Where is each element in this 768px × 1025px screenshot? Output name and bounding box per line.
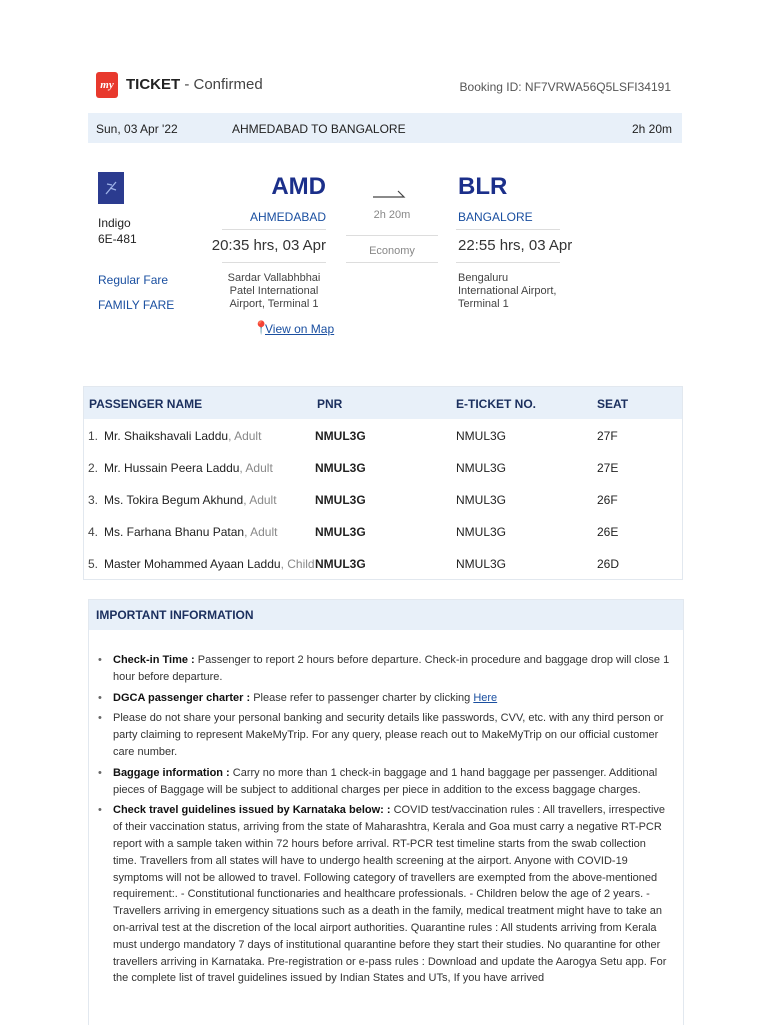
- pnr-value: NMUL3G: [315, 429, 366, 443]
- information-item: [96, 765, 671, 799]
- passenger-type: , Adult: [239, 461, 273, 475]
- journey-date: Sun, 03 Apr '22: [96, 122, 178, 136]
- ticket-title: [126, 76, 263, 93]
- information-item: [96, 690, 671, 707]
- pnr-value: NMUL3G: [315, 557, 366, 571]
- row-number: 3.: [88, 493, 99, 507]
- passenger-full-name: Mr. Shaikshavali Laddu: [104, 429, 229, 443]
- journey-bar: [88, 113, 682, 143]
- flight-arrow-icon: [372, 185, 406, 199]
- column-header: PASSENGER NAME: [89, 397, 203, 411]
- passenger-table: [83, 386, 683, 580]
- pnr-value: NMUL3G: [315, 461, 366, 475]
- table-row: [84, 451, 682, 483]
- passenger-name: [104, 493, 277, 507]
- eticket-value: NMUL3G: [456, 493, 507, 507]
- row-number: 2.: [88, 461, 99, 475]
- information-text: Please refer to passenger charter by clicking: [250, 691, 474, 704]
- column-header: PNR: [317, 397, 343, 411]
- seat-value: 27F: [597, 429, 618, 443]
- view-on-map-link[interactable]: View on Map: [265, 322, 335, 336]
- information-text: COVID test/vaccination rules : All travellers, irrespective of their vaccination status, arriving from the state of Maharashtra, Kerala and Goa must carry a negative RT-PCR report with a sample taken within 72 hours before arrival. RT-PCR test timeline starts from the swab collection time. Travellers from all states will have to undergo health screening at the airport. Anyone with COVID-19 symptoms will not be allowed to travel. Following category of travellers are exempted from the above-mentioned requirement:. - Constitutional functionaries and healthcare professionals. - Children below the age of 2 years. - Travellers arriving in emergency situations such as a death in the family, medical treatment might have to take an on-arrival test at the discretion of the local airport authorities. Quarantine rules : All students arriving from Kerala must undergo mandatory 7 days of institutional quarantine before they start their studies. No quarantine for other travellers arriving in Karnataka. Pre-registration or e-pass rules : Download and update the Aarogya Setu app. For the complete list of travel guidelines issued by Indian States and UTs, If you have arrived: [113, 804, 667, 985]
- important-information-title: IMPORTANT INFORMATION: [96, 608, 254, 622]
- origin-time: 20:35 hrs, 03 Apr: [211, 237, 326, 254]
- origin-divider: [222, 229, 326, 230]
- destination-airport-line: Terminal 1: [458, 298, 509, 310]
- information-text: Carry no more than 1 check-in baggage and 1 hand baggage per passenger. Additional pieces of Baggage will be subject to additional charges per piece in addition to the excess baggage charges.: [113, 766, 658, 796]
- passenger-type: , Adult: [228, 429, 262, 443]
- flight-number: 6E-481: [98, 232, 137, 246]
- booking-id: Booking ID: NF7VRWA56Q5LSFI34191: [459, 80, 671, 94]
- information-label: DGCA passenger charter :: [113, 691, 251, 704]
- origin-airport-line: Airport, Terminal 1: [229, 298, 319, 310]
- eticket-value: NMUL3G: [456, 525, 507, 539]
- passenger-type: , Child: [280, 557, 315, 571]
- origin-code: AMD: [271, 173, 326, 200]
- fare-name: FAMILY FARE: [98, 298, 175, 312]
- passenger-table-header: [84, 387, 682, 419]
- information-label: Baggage information :: [113, 766, 230, 779]
- origin-airport-line: Patel International: [229, 285, 319, 297]
- information-text: Passenger to report 2 hours before departure. Check-in procedure and baggage drop will close 1 hour before departure.: [113, 654, 670, 683]
- destination-airport-line: International Airport,: [458, 285, 557, 297]
- destination-divider: [456, 229, 560, 230]
- seat-value: 26E: [597, 525, 619, 539]
- origin-city: AHMEDABAD: [249, 210, 326, 224]
- destination-airport-line: Bengaluru: [458, 272, 509, 284]
- column-header: SEAT: [597, 397, 629, 411]
- origin-airport-line: Sardar Vallabhbhai: [227, 272, 321, 284]
- destination-city: BANGALORE: [458, 210, 533, 224]
- pnr-value: NMUL3G: [315, 493, 366, 507]
- eticket-value: NMUL3G: [456, 461, 507, 475]
- passenger-type: , Adult: [243, 493, 277, 507]
- seat-value: 26D: [597, 557, 620, 571]
- origin-airport: [222, 272, 326, 311]
- journey-route: AHMEDABAD TO BANGALORE: [232, 122, 406, 136]
- passenger-name: [104, 525, 277, 539]
- information-label: Check travel guidelines issued by Karnataka below: :: [113, 804, 391, 817]
- airline-name: Indigo: [98, 216, 131, 230]
- passenger-full-name: Ms. Tokira Begum Akhund: [104, 493, 244, 507]
- pnr-value: NMUL3G: [315, 525, 366, 539]
- passenger-name: [104, 557, 315, 571]
- passenger-full-name: Master Mohammed Ayaan Laddu: [104, 557, 281, 571]
- information-item: [96, 802, 671, 987]
- passenger-full-name: Ms. Farhana Bhanu Patan: [104, 525, 245, 539]
- row-number: 1.: [88, 429, 99, 443]
- information-list: [96, 652, 671, 991]
- origin-divider-2: [222, 262, 326, 263]
- seat-value: 26F: [597, 493, 618, 507]
- passenger-type: , Adult: [244, 525, 278, 539]
- makemytrip-logo: my: [96, 72, 118, 98]
- passenger-name: [104, 429, 261, 443]
- flight-duration: 2h 20m: [373, 209, 411, 221]
- destination-airport: [458, 272, 568, 311]
- cabin-class: Economy: [369, 245, 415, 257]
- information-label: Check-in Time :: [113, 654, 195, 666]
- airline-logo-icon: [98, 172, 124, 204]
- passenger-name: [104, 461, 273, 475]
- information-item: [96, 652, 671, 686]
- ticket-status: - Confirmed: [180, 76, 263, 93]
- middle-divider: [346, 235, 438, 236]
- important-information-header: [89, 600, 683, 630]
- destination-time: 22:55 hrs, 03 Apr: [458, 237, 573, 254]
- column-header: E-TICKET NO.: [456, 397, 536, 411]
- table-row: [84, 419, 682, 451]
- fare-type: Regular Fare: [98, 273, 169, 287]
- destination-code: BLR: [458, 173, 508, 200]
- journey-duration: 2h 20m: [631, 122, 672, 136]
- passenger-charter-link[interactable]: Here: [473, 691, 498, 704]
- eticket-value: NMUL3G: [456, 557, 507, 571]
- seat-value: 27E: [597, 461, 619, 475]
- table-row: [84, 483, 682, 515]
- map-pin-icon: 📍: [253, 320, 270, 335]
- information-text: Please do not share your personal banking and security details like passwords, CVV, etc. with any third person or party claiming to represent MakeMyTrip. For any query, please reach out to MakeMyTrip on our official customer care number.: [113, 712, 664, 758]
- important-information-section: [88, 599, 684, 1025]
- middle-divider-2: [346, 262, 438, 263]
- table-row: [84, 515, 682, 547]
- destination-divider-2: [456, 262, 560, 263]
- information-item: [96, 710, 671, 760]
- passenger-full-name: Mr. Hussain Peera Laddu: [104, 461, 240, 475]
- ticket-label: TICKET: [126, 76, 181, 93]
- eticket-value: NMUL3G: [456, 429, 507, 443]
- table-row: [84, 547, 682, 579]
- row-number: 5.: [88, 557, 99, 571]
- row-number: 4.: [88, 525, 99, 539]
